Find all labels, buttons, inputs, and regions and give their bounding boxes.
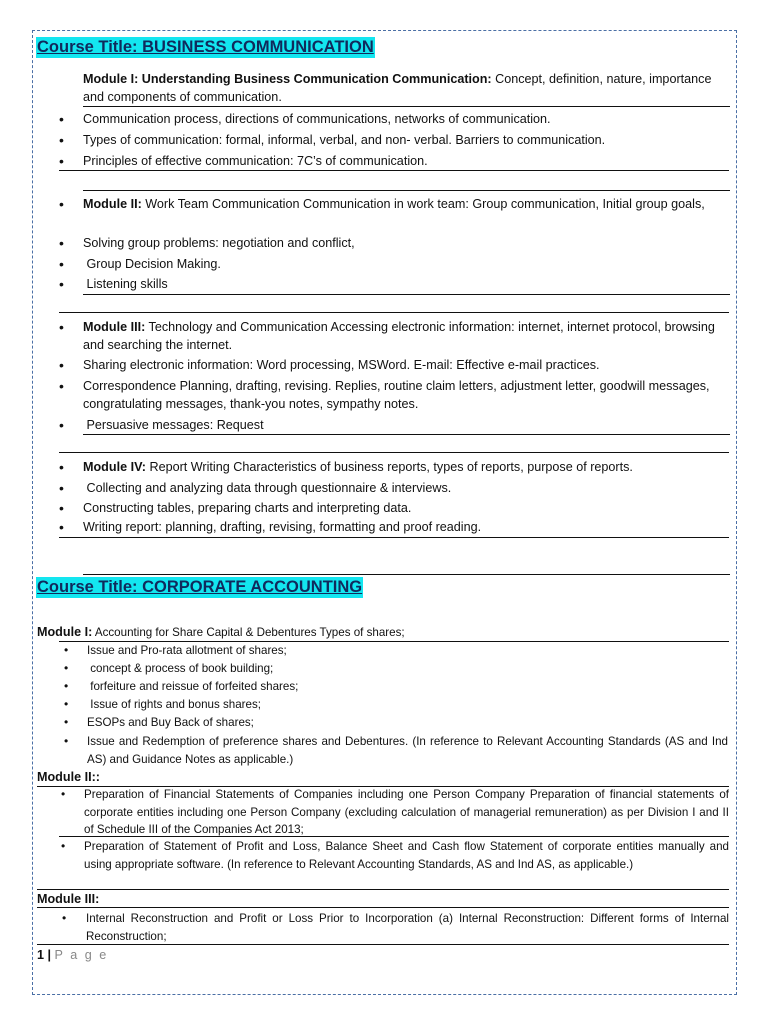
bc-m2-item: Solving group problems: negotiation and conflict, — [83, 236, 355, 250]
divider — [59, 452, 729, 453]
course-title-business-communication: Course Title: BUSINESS COMMUNICATION — [37, 38, 374, 56]
bullet-icon: • — [59, 480, 64, 496]
ca-module3-heading: Module III: — [37, 892, 100, 906]
bc-m3-item: Persuasive messages: Request — [83, 418, 264, 432]
bullet-icon: • — [64, 643, 69, 657]
bc-module2-heading: Module II: Work Team Communication Communication in work team: Group communication, Initial group goals, — [83, 197, 705, 211]
bullet-icon: • — [59, 153, 64, 169]
divider — [37, 889, 729, 890]
bullet-icon: • — [64, 661, 69, 675]
ca-m3-item: Internal Reconstruction and Profit or Loss Prior to Incorporation (a) Internal Reconstruction: Different forms of Internal Reconstruction; — [86, 912, 729, 943]
ca-m1-item: ESOPs and Buy Back of shares; — [87, 716, 254, 729]
divider — [37, 944, 729, 945]
bullet-icon: • — [59, 357, 64, 373]
bullet-icon: • — [61, 839, 66, 853]
ca-module1-heading: Module I: Accounting for Share Capital & Debentures Types of shares; — [37, 625, 405, 639]
bullet-icon: • — [64, 715, 69, 729]
ca-module2-heading: Module II:: — [37, 770, 100, 784]
divider — [59, 170, 729, 171]
bc-m4-item: Constructing tables, preparing charts and interpreting data. — [83, 501, 412, 515]
bullet-icon: • — [59, 276, 64, 292]
bullet-icon: • — [59, 196, 64, 212]
bc-module3-heading: Module III: Technology and Communication Accessing electronic information: internet, internet protocol, browsing and searching the internet. — [83, 320, 715, 352]
ca-m1-item: Issue and Pro-rata allotment of shares; — [87, 644, 287, 657]
bullet-icon: • — [59, 417, 64, 433]
bc-m4-item: Collecting and analyzing data through questionnaire & interviews. — [83, 481, 452, 495]
divider — [83, 294, 730, 295]
bullet-icon: • — [59, 256, 64, 272]
ca-m2-item: Preparation of Financial Statements of Companies including one Person Company Preparation of financial statements of corporate entities including one Person Company (excluding calculation of managerial remuneration) as per Division I and II of Schedule III of the Companies Act 2013; — [84, 788, 729, 836]
ca-m1-item: forfeiture and reissue of forfeited shares; — [87, 680, 299, 693]
bullet-icon: • — [59, 132, 64, 148]
bc-m1-item: Communication process, directions of communications, networks of communication. — [83, 112, 551, 126]
divider — [83, 190, 730, 191]
bc-m2-item: Group Decision Making. — [83, 257, 221, 271]
bullet-icon: • — [59, 235, 64, 251]
page-footer: 1 | P a g e — [37, 948, 109, 962]
bullet-icon: • — [59, 319, 64, 335]
bullet-icon: • — [59, 459, 64, 475]
bc-module4-heading: Module IV: Report Writing Characteristics of business reports, types of reports, purpose of reports. — [83, 460, 633, 474]
divider — [83, 574, 730, 575]
divider — [59, 537, 729, 538]
bullet-icon: • — [64, 697, 69, 711]
bc-m3-item: Sharing electronic information: Word processing, MSWord. E-mail: Effective e-mail practices. — [83, 358, 600, 372]
bullet-icon: • — [64, 734, 69, 748]
divider — [37, 907, 729, 908]
ca-m2-item: Preparation of Statement of Profit and Loss, Balance Sheet and Cash flow Statement of corporate entities manually and using appropriate software. (In reference to Relevant Accounting Standards, AS and Ind AS, as applicable.) — [84, 840, 729, 871]
bc-m3-item: Correspondence Planning, drafting, revising. Replies, routine claim letters, adjustment letter, goodwill messages, congratulating messages, thank-you notes, sympathy notes. — [83, 379, 710, 411]
ca-m1-item: Issue and Redemption of preference shares and Debentures. (In reference to Relevant Accounting Standards (AS and Ind AS) and Guidance Notes as applicable.) — [87, 735, 728, 766]
bullet-icon: • — [62, 911, 67, 925]
bullet-icon: • — [59, 378, 64, 394]
bc-module1-heading: Module I: Understanding Business Communication Communication: Concept, definition, nature, importance and components of communication. — [83, 72, 712, 104]
divider — [59, 836, 729, 837]
bullet-icon: • — [59, 519, 64, 535]
divider — [83, 106, 730, 107]
bullet-icon: • — [59, 111, 64, 127]
bc-m1-item: Principles of effective communication: 7C’s of communication. — [83, 154, 428, 168]
ca-m1-item: Issue of rights and bonus shares; — [87, 698, 262, 711]
bullet-icon: • — [61, 787, 66, 801]
bullet-icon: • — [59, 500, 64, 516]
divider — [83, 434, 730, 435]
bc-m2-item: Listening skills — [83, 277, 168, 291]
bc-m1-item: Types of communication: formal, informal, verbal, and non- verbal. Barriers to communication. — [83, 133, 606, 147]
bullet-icon: • — [64, 679, 69, 693]
divider — [59, 312, 729, 313]
course-title-corporate-accounting: Course Title: CORPORATE ACCOUNTING — [37, 578, 363, 596]
ca-m1-item: concept & process of book building; — [87, 662, 274, 675]
bc-m4-item: Writing report: planning, drafting, revising, formatting and proof reading. — [83, 520, 482, 534]
